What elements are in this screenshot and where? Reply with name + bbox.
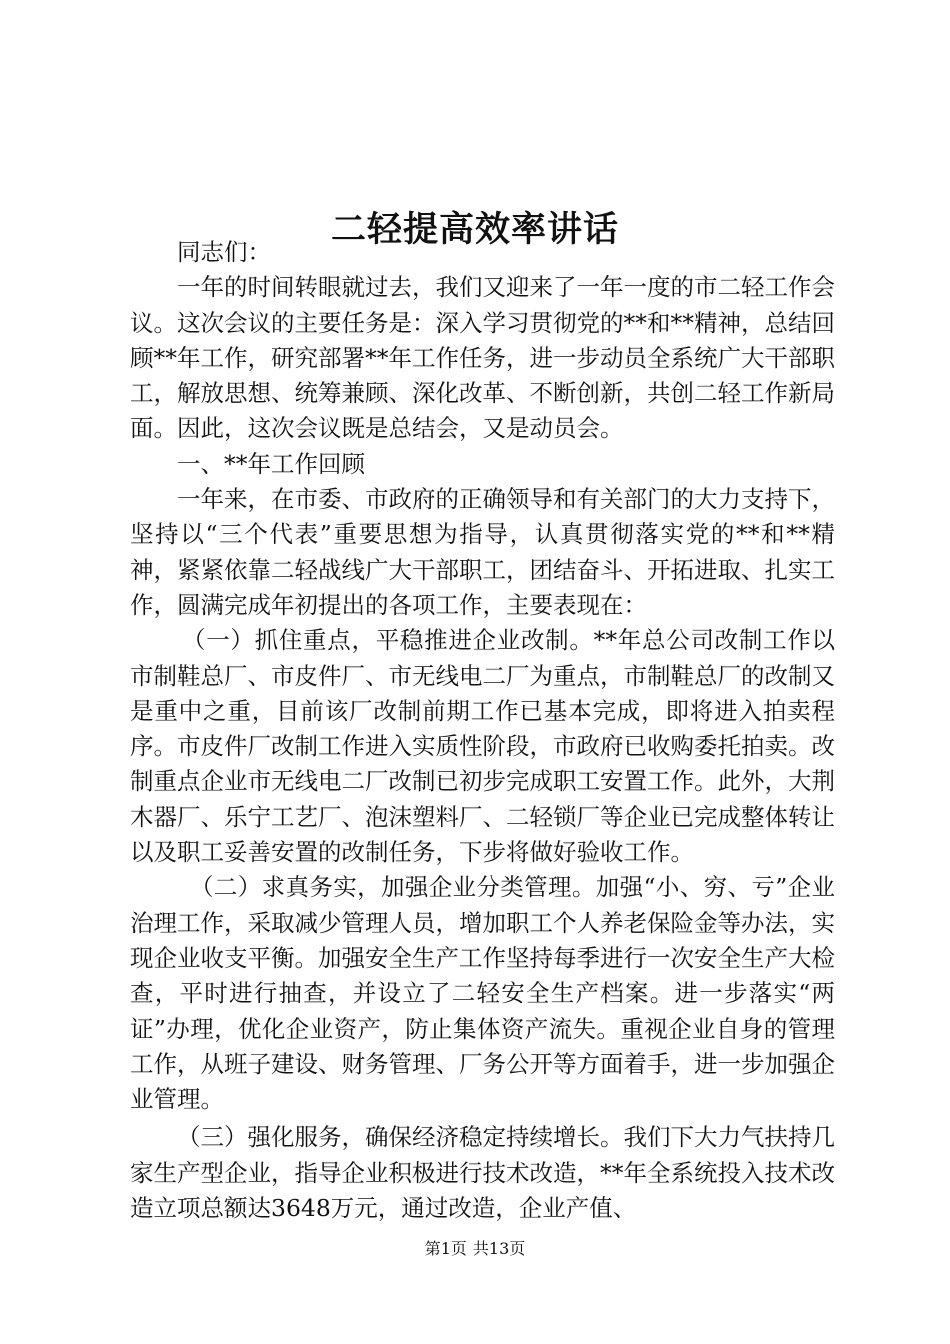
document-title: 二轻提高效率讲话 xyxy=(330,209,619,251)
paragraph-review: 一年来，在市委、市政府的正确领导和有关部门的大力支持下，坚持以“三个代表”重要思想为指导，认真贯彻落实党的**和**精神，紧紧依靠二轻战线广大干部职工，团结奋斗、开拓进取、扎实工作，圆满完成年初提出的各项工作，主要表现在： xyxy=(130,485,835,619)
document-body xyxy=(130,235,835,1226)
paragraph-intro: 一年的时间转眼就过去，我们又迎来了一年一度的市二轻工作会议。这次会议的主要任务是：深入学习贯彻党的**和**精神，总结回顾**年工作，研究部署**年工作任务，进一步动员全系统广大干部职工，解放思想、统筹兼顾、深化改革、不断创新，共创二轻工作新局面。因此，这次会议既是总结会，又是动员会。 xyxy=(130,273,835,443)
salutation: 同志们： xyxy=(177,238,271,266)
page-number: 第1页 xyxy=(424,1239,467,1258)
paragraph-item-3: （三）强化服务，确保经济稳定持续增长。我们下大力气扶持几家生产型企业，指导企业积极进行技术改造，**年全系统投入技术改造立项总额达3648万元，通过改造，企业产值、 xyxy=(130,1123,835,1223)
total-pages: 共13页 xyxy=(472,1239,526,1258)
paragraph-item-2: （二）求真务实，加强企业分类管理。加强“小、穷、亏”企业治理工作，采取减少管理人员，增加职工个人养老保险金等办法，实现企业收支平衡。加强安全生产工作坚持每季进行一次安全生产大检查，平时进行抽查，并设立了二轻安全生产档案。进一步落实“两证”办理，优化企业资产，防止集体资产流失。重视企业自身的管理工作，从班子建设、财务管理、厂务公开等方面着手，进一步加强企业管理。 xyxy=(130,873,835,1114)
section-heading: 一、**年工作回顾 xyxy=(177,449,365,478)
paragraph-item-1: （一）抓住重点，平稳推进企业改制。**年总公司改制工作以市制鞋总厂、市皮件厂、市无线电二厂为重点，市制鞋总厂的改制又是重中之重，目前该厂改制前期工作已基本完成，即将进入拍卖程序。市皮件厂改制工作进入实质性阶段，市政府已收购委托拍卖。改制重点企业市无线电二厂改制已初步完成职工安置工作。此外，大荆木器厂、乐宁工艺厂、泡沫塑料厂、二轻锁厂等企业已完成整体转让以及职工妥善安置的改制任务，下步将做好验收工作。 xyxy=(130,626,835,867)
page-footer xyxy=(0,1238,950,1260)
